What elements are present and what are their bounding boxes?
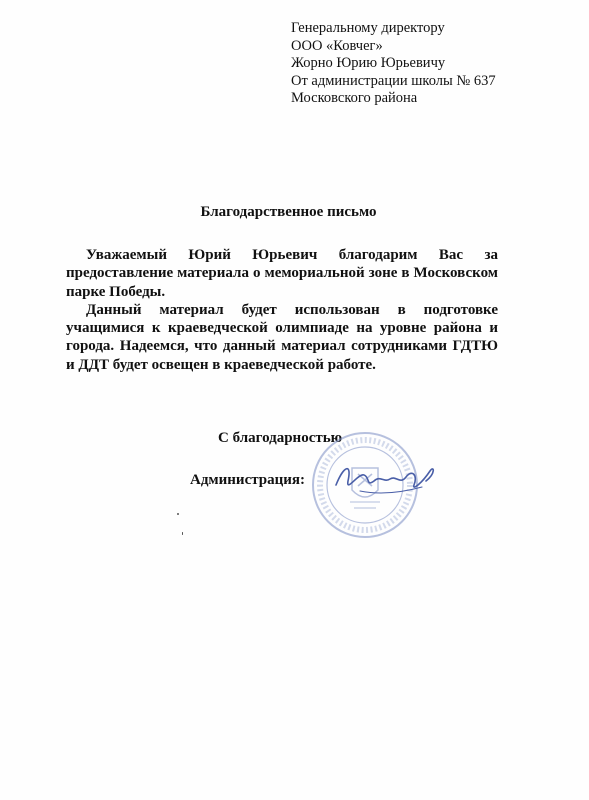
recipient-position: Генеральному директору — [291, 20, 445, 36]
letter-title: Благодарственное письмо — [200, 204, 377, 220]
sender-district: Московского района — [291, 90, 418, 106]
scan-speck — [182, 532, 183, 535]
scan-speck — [177, 513, 179, 515]
signoff-label: Администрация: — [190, 472, 306, 488]
closing-line: С благодарностью — [218, 430, 343, 446]
recipient-company: ООО «Ковчег» — [291, 37, 383, 54]
body-paragraph-1: Уважаемый Юрий Юрьевич благодарим Вас за предоставление материала о мемориальной зоне в Московском парке Победы. — [66, 247, 498, 300]
recipient-name: Жорно Юрию Юрьевичу — [291, 55, 446, 71]
recipient-block — [291, 20, 496, 108]
sender-line: От администрации школы № 637 — [291, 72, 496, 89]
handwritten-signature — [330, 455, 440, 505]
body-paragraph-2: Данный материал будет использован в подготовке учащимися к краеведческой олимпиаде на уровне района и города. Надеемся, что данный материал сотрудниками ГДТЮ и ДДТ будет освещен в краеведческой работе. — [66, 301, 498, 373]
letter-body — [66, 246, 498, 374]
